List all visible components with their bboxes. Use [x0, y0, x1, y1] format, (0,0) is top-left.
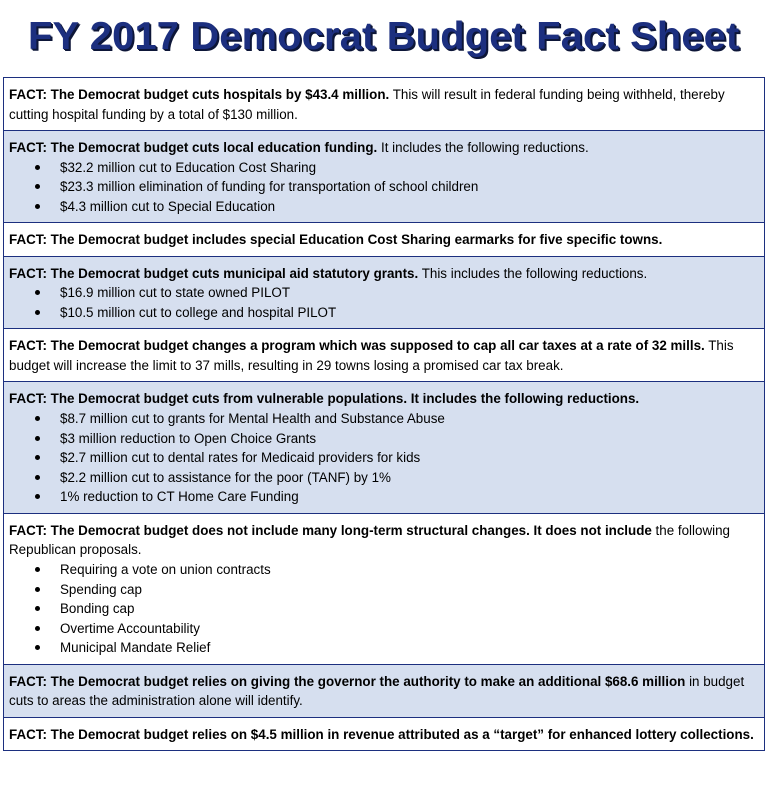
list-item: $23.3 million elimination of funding for transportation of school children	[33, 177, 756, 197]
bullet-icon	[35, 475, 40, 480]
fact-text: in budget cuts to areas the administration alone will identify.	[9, 673, 745, 709]
list-item: $2.2 million cut to assistance for the poor (TANF) by 1%	[33, 468, 756, 488]
bullet-icon	[35, 587, 40, 592]
fact-text: This will result in federal funding being withheld, thereby cutting hospital funding by a total of $130 million.	[9, 87, 725, 122]
fact-heading: FACT: The Democrat budget includes special Education Cost Sharing earmarks for five specific towns.	[9, 232, 663, 248]
bullet-icon	[35, 626, 40, 631]
fact-text: This includes the following reductions.	[418, 265, 648, 281]
list-item: Requiring a vote on union contracts	[33, 560, 756, 580]
bullet-icon	[35, 165, 40, 170]
list-item: $2.7 million cut to dental rates for Medicaid providers for kids	[33, 448, 756, 468]
bullet-icon	[35, 184, 40, 189]
bullet-icon	[35, 606, 40, 611]
fact-education	[4, 131, 764, 223]
list-item: Municipal Mandate Relief	[33, 638, 756, 658]
list-item: $10.5 million cut to college and hospital PILOT	[33, 303, 756, 323]
fact-text: This budget will increase the limit to 37 mills, resulting in 29 towns losing a promised car tax break.	[9, 338, 734, 373]
bullet-list	[9, 560, 756, 658]
fact-heading: FACT: The Democrat budget cuts hospitals by $43.4 million.	[9, 87, 390, 102]
list-item: 1% reduction to CT Home Care Funding	[33, 487, 756, 507]
bullet-icon	[35, 567, 40, 572]
list-item: Overtime Accountability	[33, 619, 756, 639]
fact-municipal-aid	[4, 257, 764, 330]
fact-structural-changes	[4, 514, 764, 665]
fact-heading: FACT: The Democrat budget does not include many long-term structural changes. It does not include	[9, 522, 652, 538]
bullet-icon	[35, 455, 40, 460]
bullet-icon	[35, 416, 40, 421]
bullet-icon	[35, 436, 40, 441]
fact-car-taxes	[4, 329, 764, 382]
bullet-icon	[35, 310, 40, 315]
fact-text: It includes the following reductions.	[377, 140, 589, 155]
bullet-list	[9, 158, 756, 217]
bullet-list	[9, 283, 756, 322]
bullet-icon	[35, 290, 40, 295]
bullet-icon	[35, 645, 40, 650]
bullet-list	[9, 409, 756, 507]
fact-governor-authority	[4, 665, 764, 718]
fact-sheet-table	[3, 77, 765, 751]
list-item: Spending cap	[33, 580, 756, 600]
fact-earmarks	[4, 223, 764, 257]
list-item: $8.7 million cut to grants for Mental Health and Substance Abuse	[33, 409, 756, 429]
fact-heading: FACT: The Democrat budget cuts local education funding.	[9, 140, 378, 155]
list-item: $4.3 million cut to Special Education	[33, 197, 756, 217]
fact-heading: FACT: The Democrat budget relies on $4.5 million in revenue attributed as a “target” for enhanced lottery collections.	[9, 726, 754, 742]
page-title-banner	[0, 0, 768, 74]
fact-text: the following Republican proposals.	[9, 522, 730, 558]
fact-heading: FACT: The Democrat budget relies on giving the governor the authority to make an additional $68.6 million	[9, 673, 686, 689]
bullet-icon	[35, 204, 40, 209]
fact-vulnerable-populations	[4, 382, 764, 513]
fact-lottery	[4, 718, 764, 751]
list-item: $16.9 million cut to state owned PILOT	[33, 283, 756, 303]
fact-heading: FACT: The Democrat budget cuts from vulnerable populations. It includes the following reductions.	[9, 391, 640, 407]
fact-heading: FACT: The Democrat budget changes a program which was supposed to cap all car taxes at a rate of 32 mills.	[9, 338, 705, 354]
bullet-icon	[35, 494, 40, 499]
fact-hospitals	[4, 78, 764, 131]
list-item: $32.2 million cut to Education Cost Sharing	[33, 158, 756, 178]
list-item: $3 million reduction to Open Choice Grants	[33, 429, 756, 449]
fact-heading: FACT: The Democrat budget cuts municipal aid statutory grants.	[9, 265, 419, 281]
list-item: Bonding cap	[33, 599, 756, 619]
page-title: FY 2017 Democrat Budget Fact Sheet	[28, 15, 740, 58]
